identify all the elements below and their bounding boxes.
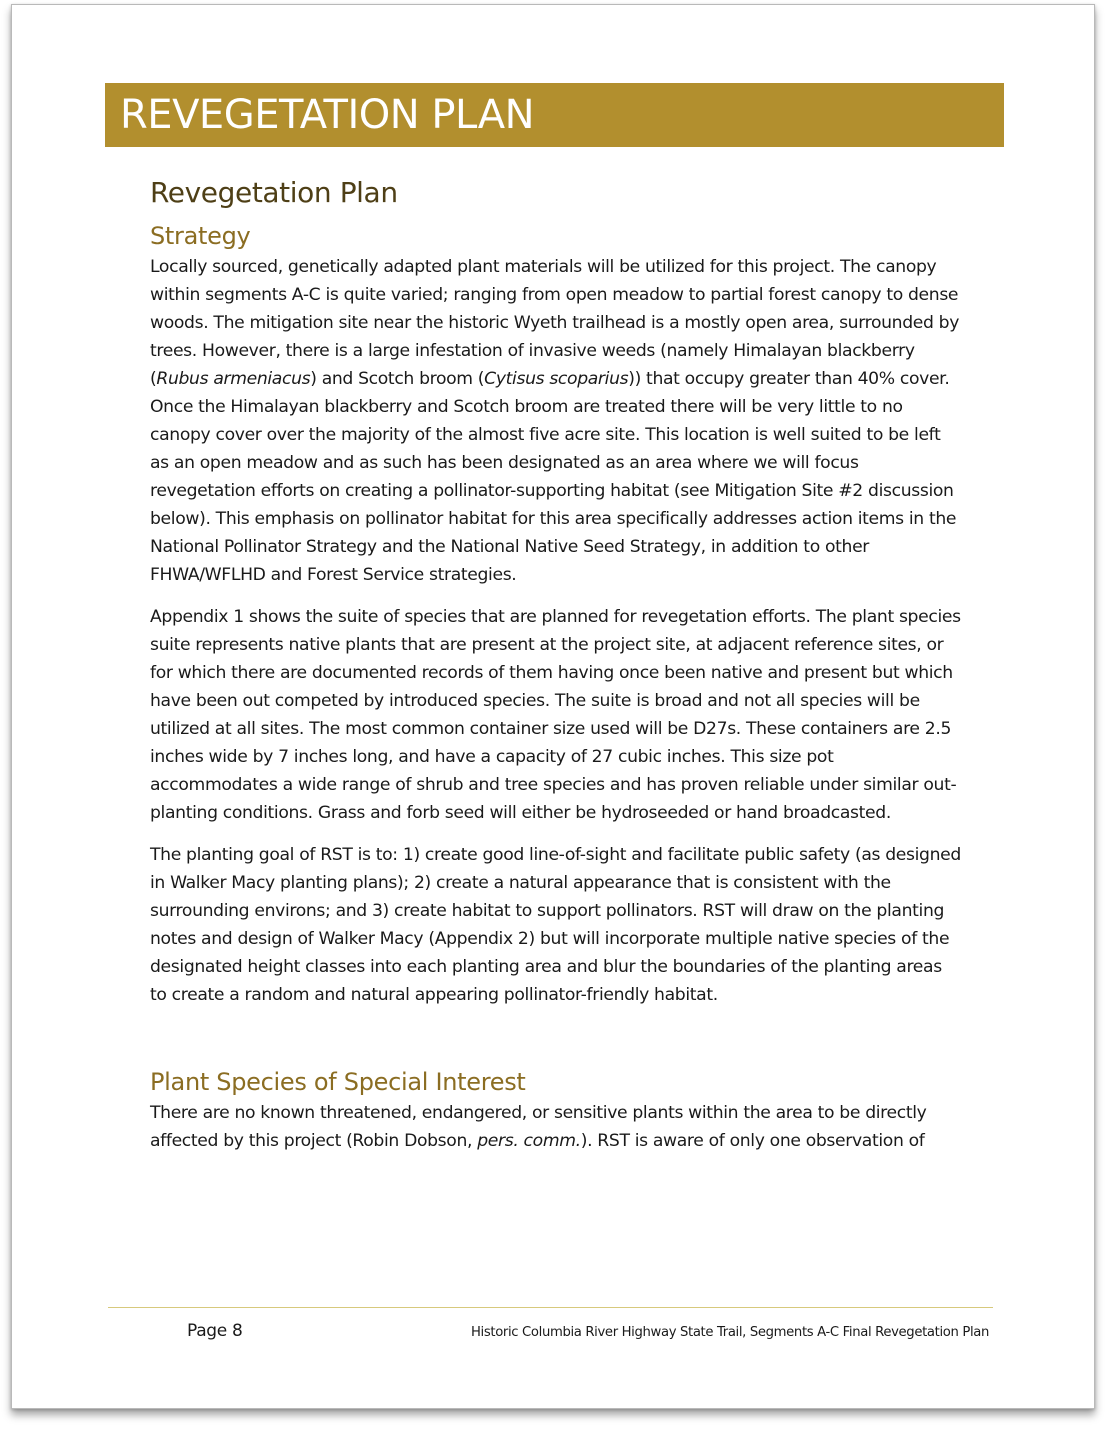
page-number: Page 8 [187, 1321, 243, 1341]
chapter-banner [105, 83, 1004, 147]
footer-divider [108, 1307, 993, 1308]
special-p1-text-2: ). RST is aware of only one observation of [580, 1131, 925, 1151]
chapter-title: REVEGETATION PLAN [120, 92, 535, 138]
strategy-paragraph-1 [150, 253, 962, 589]
document-title-footer: Historic Columbia River Highway State Trail, Segments A-C Final Revegetation Plan [470, 1325, 989, 1340]
section-title: Revegetation Plan [150, 176, 398, 209]
document-page [11, 4, 1095, 1409]
special-p1-text-1: There are no known threatened, endangered, or sensitive plants within the area to be directly affected by this project (Robin Dobson, [150, 1103, 927, 1151]
strategy-heading: Strategy [150, 222, 251, 250]
special-interest-paragraph [150, 1099, 962, 1155]
citation-pers-comm: pers. comm. [477, 1131, 581, 1151]
species-name-cytisus: Cytisus scoparius [484, 369, 629, 389]
strategy-p1-text-3: )) that occupy greater than 40% cover. Once the Himalayan blackberry and Scotch broom are treated there will be very little to no canopy cover over the majority of the almost five acre site. This location is well suited to be left as an open meadow and as such has been designated as an area where we will focus revegetation efforts on creating a pollinator-supporting habitat (see Mitigation Site #2 discussion below). This emphasis on pollinator habitat for this area specifically addresses action items in the National Pollinator Strategy and the National Native Seed Strategy, in addition to other FHWA/WFLHD and Forest Service strategies. [150, 369, 957, 585]
strategy-p1-text-2: ) and Scotch broom ( [310, 369, 485, 389]
species-name-rubus: Rubus armeniacus [156, 369, 311, 389]
strategy-p1-text-1: Locally sourced, genetically adapted plant materials will be utilized for this project. The canopy within segments A-C is quite varied; ranging from open meadow to partial forest canopy to dense woods. The mitigation site near the historic Wyeth trailhead is a mostly open area, surrounded by trees. However, there is a large infestation of invasive weeds (namely Himalayan blackberry ( [150, 257, 960, 389]
page-content [150, 173, 962, 1155]
strategy-paragraph-2: Appendix 1 shows the suite of species that are planned for revegetation efforts. The plant species suite represents native plants that are present at the project site, at adjacent reference sites, or for which there are documented records of them having once been native and present but which have been out competed by introduced species. The suite is broad and not all species will be utilized at all sites. The most common container size used will be D27s. These containers are 2.5 inches wide by 7 inches long, and have a capacity of 27 cubic inches. This size pot accommodates a wide range of shrub and tree species and has proven reliable under similar out-planting conditions. Grass and forb seed will either be hydroseeded or hand broadcasted. [150, 607, 961, 823]
strategy-paragraph-3: The planting goal of RST is to: 1) create good line-of-sight and facilitate public safety (as designed in Walker Macy planting plans); 2) create a natural appearance that is consistent with the surrounding environs; and 3) create habitat to support pollinators. RST will draw on the planting notes and design of Walker Macy (Appendix 2) but will incorporate multiple native species of the designated height classes into each planting area and blur the boundaries of the planting areas to create a random and natural appearing pollinator-friendly habitat. [150, 845, 961, 1005]
special-interest-heading: Plant Species of Special Interest [150, 1068, 526, 1096]
